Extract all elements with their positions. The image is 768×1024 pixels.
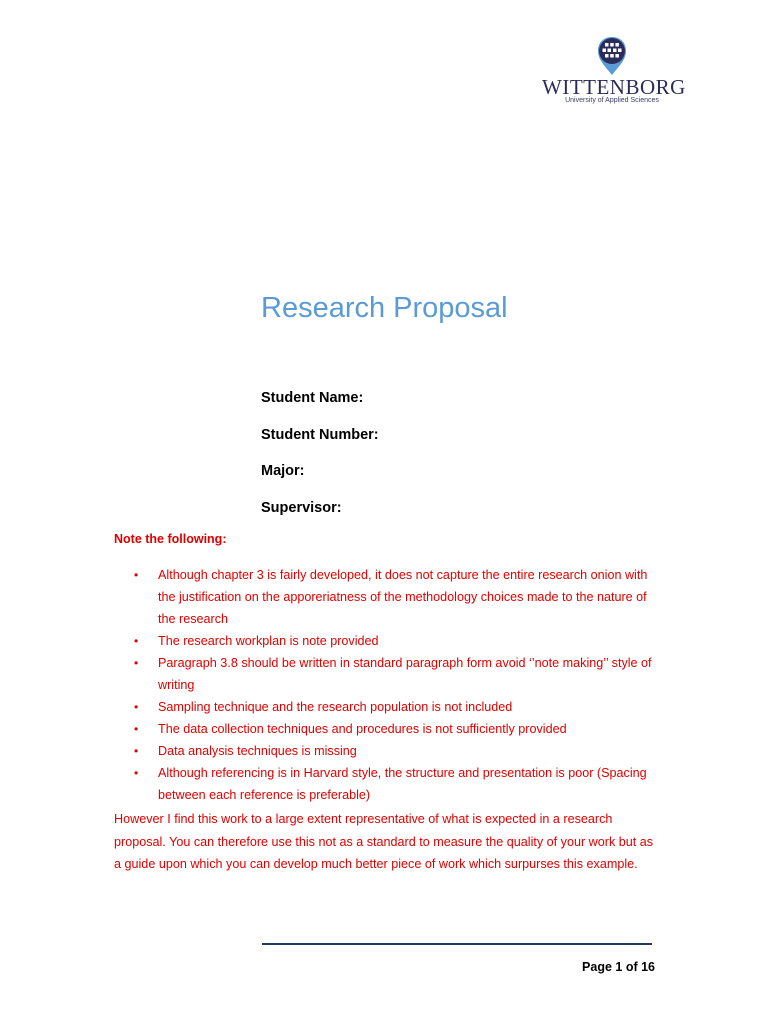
note-item: [132, 564, 662, 630]
bullet-icon: •: [134, 766, 139, 780]
notes-list: [132, 564, 662, 806]
supervisor-label: Supervisor:: [261, 499, 342, 516]
bullet-icon: •: [134, 700, 139, 714]
closing-paragraph: However I find this work to a large extent representative of what is expected in a research proposal. You can therefore use this not as a standard to measure the quality of your work but as a guide upon which you can develop much better piece of work which surpurses this example.: [114, 812, 654, 871]
note-heading: Note the following:: [114, 532, 227, 546]
student-fields: [261, 388, 379, 534]
student-number-label: Student Number:: [261, 426, 379, 443]
bullet-icon: •: [134, 722, 139, 736]
note-item: [132, 630, 662, 652]
note-item: [132, 652, 662, 696]
note-item: [132, 740, 662, 762]
logo-emblem-icon: [597, 36, 627, 76]
note-text: Although referencing is in Harvard style, the structure and presentation is poor (Spacing between each reference is preferable): [158, 766, 647, 802]
note-text: Although chapter 3 is fairly developed, it does not capture the entire research onion with the justification on the apporeriatness of the methodology choices made to the nature of the research: [158, 568, 648, 626]
document-title: Research Proposal: [261, 292, 508, 324]
note-text: Data analysis techniques is missing: [158, 744, 357, 758]
note-item: [132, 696, 662, 718]
student-name-label: Student Name:: [261, 390, 364, 406]
logo-name: WITTENBORG: [542, 75, 686, 99]
bullet-icon: •: [134, 656, 139, 670]
note-text: The research workplan is note provided: [158, 634, 379, 648]
footer-divider: [262, 943, 652, 945]
university-logo: [542, 36, 686, 106]
note-item: [132, 718, 662, 740]
logo-subtitle: University of Applied Sciences: [565, 97, 659, 104]
bullet-icon: •: [134, 568, 139, 582]
note-text: The data collection techniques and procedures is not sufficiently provided: [158, 722, 567, 736]
bullet-icon: •: [134, 744, 139, 758]
note-text: Paragraph 3.8 should be written in standard paragraph form avoid ‘’note making’’ style of writing: [158, 656, 652, 692]
note-text: Sampling technique and the research population is not included: [158, 700, 513, 714]
page-number: Page 1 of 16: [582, 960, 655, 974]
bullet-icon: •: [134, 634, 139, 648]
major-label: Major:: [261, 463, 305, 479]
note-item: [132, 762, 662, 806]
